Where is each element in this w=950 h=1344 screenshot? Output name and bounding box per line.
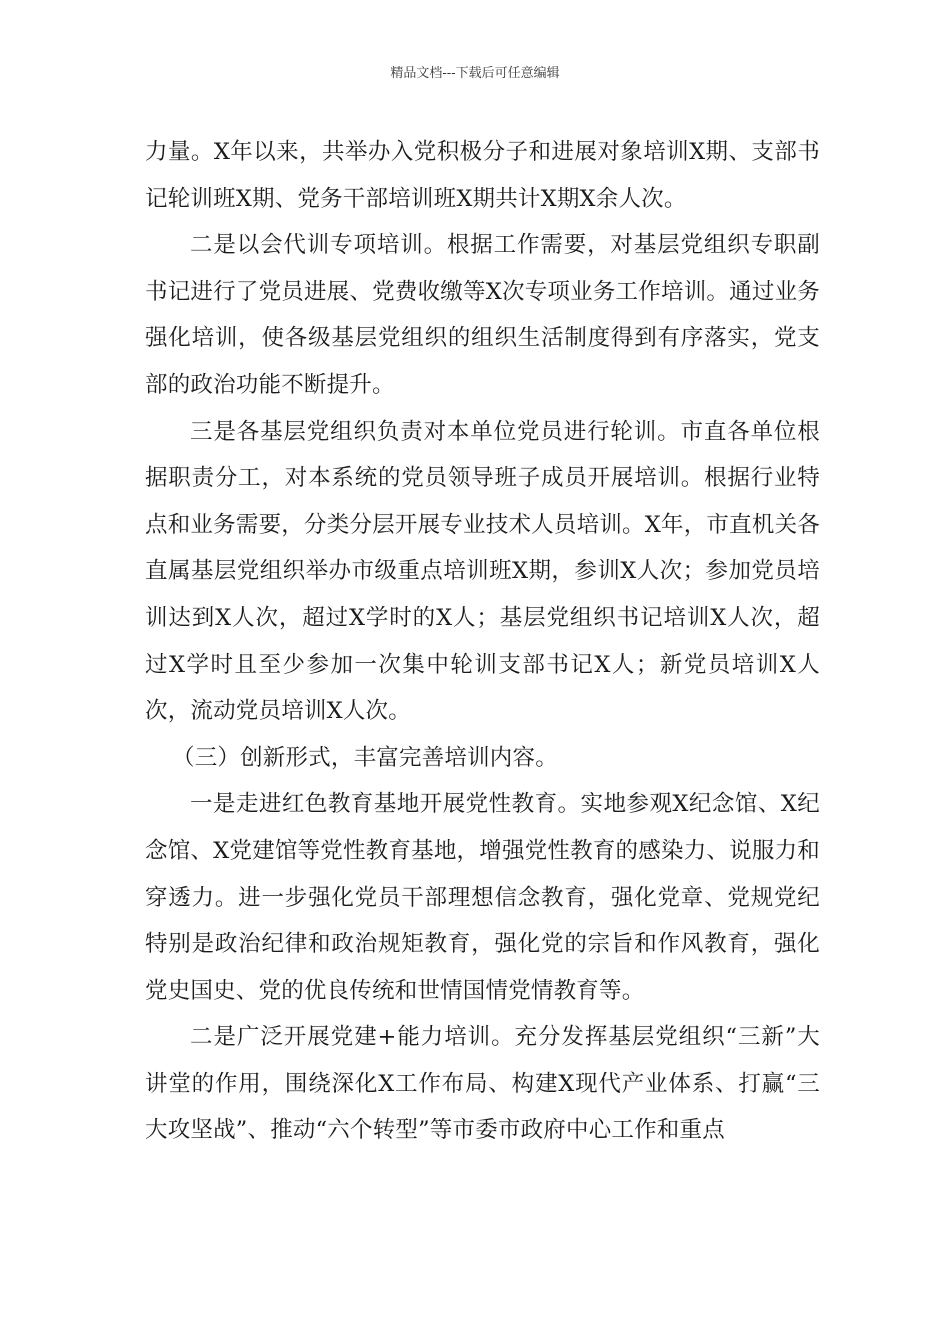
paragraph-capacity-training: 二是广泛开展党建+能力培训。充分发挥基层党组织“三新”大讲堂的作用，围绕深化X工作布局、构建X现代产业体系、打赢“三大攻坚战”、推动“六个转型”等市委市政府中心工作和重点 (145, 1024, 820, 1144)
page-header: 精品文档---下载后可任意编辑 (390, 66, 560, 81)
paragraph-topic-training: 二是以会代训专项培训。根据工作需要，对基层党组织专职副书记进行了党员进展、党费收缴等X次专项业务工作培训。通过业务强化培训，使各级基层党组织的组织生活制度得到有序落实，党支部的政治功能不断提升。 (145, 232, 820, 398)
paragraph-red-education: 一是走进红色教育基地开展党性教育。实地参观X纪念馆、X纪念馆、X党建馆等党性教育基地，增强党性教育的感染力、说服力和穿透力。进一步强化党员干部理想信念教育，强化党章、党规党纪特别是政治纪律和政治规矩教育，强化党的宗旨和作风教育，强化党史国史、党的优良传统和世情国情党情教育等。 (145, 791, 820, 1004)
paragraph-continuation: 力量。X年以来，共举办入党积极分子和进展对象培训X期、支部书记轮训班X期、党务干部培训班X期共计X期X余人次。 (145, 139, 820, 212)
document-body (145, 129, 820, 1154)
paragraph-unit-rotation-training: 三是各基层党组织负责对本单位党员进行轮训。市直各单位根据职责分工，对本系统的党员领导班子成员开展培训。根据行业特点和业务需要，分类分层开展专业技术人员培训。X年，市直机关各直属基层党组织举办市级重点培训班X期，参训X人次；参加党员培训达到X人次，超过X学时的X人；基层党组织书记培训X人次，超过X学时且至少参加一次集中轮训支部书记X人；新党员培训X人次，流动党员培训X人次。 (145, 418, 820, 725)
section-heading: （三）创新形式，丰富完善培训内容。 (172, 744, 558, 771)
